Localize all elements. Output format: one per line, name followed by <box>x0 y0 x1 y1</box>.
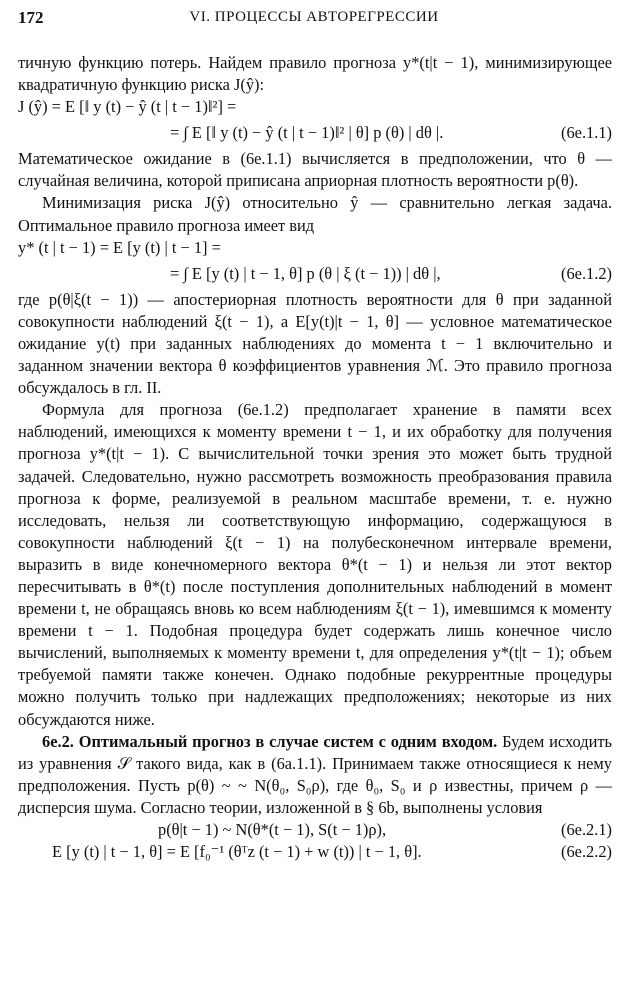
equation-2-line-2 <box>18 259 612 289</box>
page-header <box>18 8 610 34</box>
equation-4 <box>18 841 612 863</box>
paragraph-4: где p(θ|ξ(t − 1)) — апостериорная плотность вероятности для θ при заданной совокупности наблюдений ξ(t − 1), а E[y(t)|t − 1, θ] — условное математическое ожидание y(t) при заданных наблюдениях до момента t − 1 включительно и заданном значении вектора θ коэффициентов уравнения ℳ. Это правило прогноза обсуждалось в гл. II. <box>18 289 612 398</box>
equation-1-number: (6e.1.1) <box>561 123 612 143</box>
equation-3-formula: p(θ|t − 1) ~ N(θ*(t − 1), S(t − 1)ρ), <box>158 820 387 839</box>
equation-2-second-line: = ∫ E [y (t) | t − 1, θ] p (θ | ξ (t − 1)) | dθ |, <box>170 263 441 283</box>
running-title: VI. ПРОЦЕССЫ АВТОРЕГРЕССИИ <box>189 9 439 25</box>
section-paragraph <box>18 731 612 819</box>
equation-1-second-line: = ∫ E [‖ y (t) − ŷ (t | t − 1)‖² | θ] p (θ) | dθ |. <box>170 123 444 143</box>
equation-2-line-1 <box>18 237 612 259</box>
equation-4-formula: E [y (t) | t − 1, θ] = E [f₀⁻¹ (θᵀz (t − 1) + w (t)) | t − 1, θ]. <box>52 842 422 862</box>
paragraph-6: Будем исходить из уравнения 𝒮 такого вида, как в (6a.1.1). Принимаем также относящиеся к нему предположения. Пусть p(θ) ~ ~ N(θ₀, S₀ρ), где θ₀, S₀ и ρ известны, причем ρ — дисперсия шума. Согласно теории, изложенной в § 6b, выполнены условия <box>18 731 612 817</box>
page-number: 172 <box>18 8 44 27</box>
equation-2-number: (6e.1.2) <box>561 263 612 283</box>
equation-3 <box>18 819 612 841</box>
equation-2-first-line: y* (t | t − 1) = E [y (t) | t − 1] = <box>18 237 221 257</box>
paragraph-3: Минимизация риска J(ŷ) относительно ŷ — сравнительно легкая задача. Оптимальное правило прогноза имеет вид <box>18 193 612 235</box>
equation-3-number: (6e.2.1) <box>561 820 612 839</box>
equation-1-line-2 <box>18 118 612 148</box>
section-title: 6e.2. Оптимальный прогноз в случае систем с одним входом. <box>42 731 498 751</box>
paragraph-5: Формула для прогноза (6e.1.2) предполагает хранение в памяти всех наблюдений, имеющихся к моменту времени t − 1, и их обработку для получения прогноза y*(t|t − 1). С вычислительной точки зрения это может быть трудной задачей. Следовательно, нужно рассмотреть возможность преобразования правила прогноза к форме, реализуемой в реальном масштабе времени, т. е. нужно исследовать, нельзя ли соответствующую информацию, содержащуюся в совокупности наблюдений ξ(t − 1) на полубесконечном интервале времени, выразить в виде конечномерного вектора θ*(t − 1) и нельзя ли этот вектор пересчитывать в θ*(t) после поступления дополнительных наблюдений в момент времени t, не обращаясь вновь ко всем наблюдениям ξ(t − 1), имевшимся к моменту времени t − 1. Подобная процедура будет содержать лишь конечное число вычислений, выполняемых к моменту времени t, для определения y*(t|t − 1); объем требуемой памяти также конечен. Однако подобные рекуррентные процедуры можно получить только при надлежащих предположениях; некоторые из них обсуждаются ниже. <box>18 400 612 729</box>
equation-4-number: (6e.2.2) <box>561 842 612 862</box>
paragraph-2: Математическое ожидание в (6e.1.1) вычисляется в предположении, что θ — случайная величина, которой приписана априорная плотность вероятности p(θ). <box>18 149 612 191</box>
equation-1-line-1 <box>18 96 612 118</box>
paragraph-1: тичную функцию потерь. Найдем правило прогноза y*(t|t − 1), минимизирующее квадратичную функцию риска J(ŷ): <box>18 53 612 95</box>
equation-1-first-line: J (ŷ) = E [‖ y (t) − ŷ (t | t − 1)‖²] = <box>18 97 237 117</box>
page-body <box>18 52 612 863</box>
